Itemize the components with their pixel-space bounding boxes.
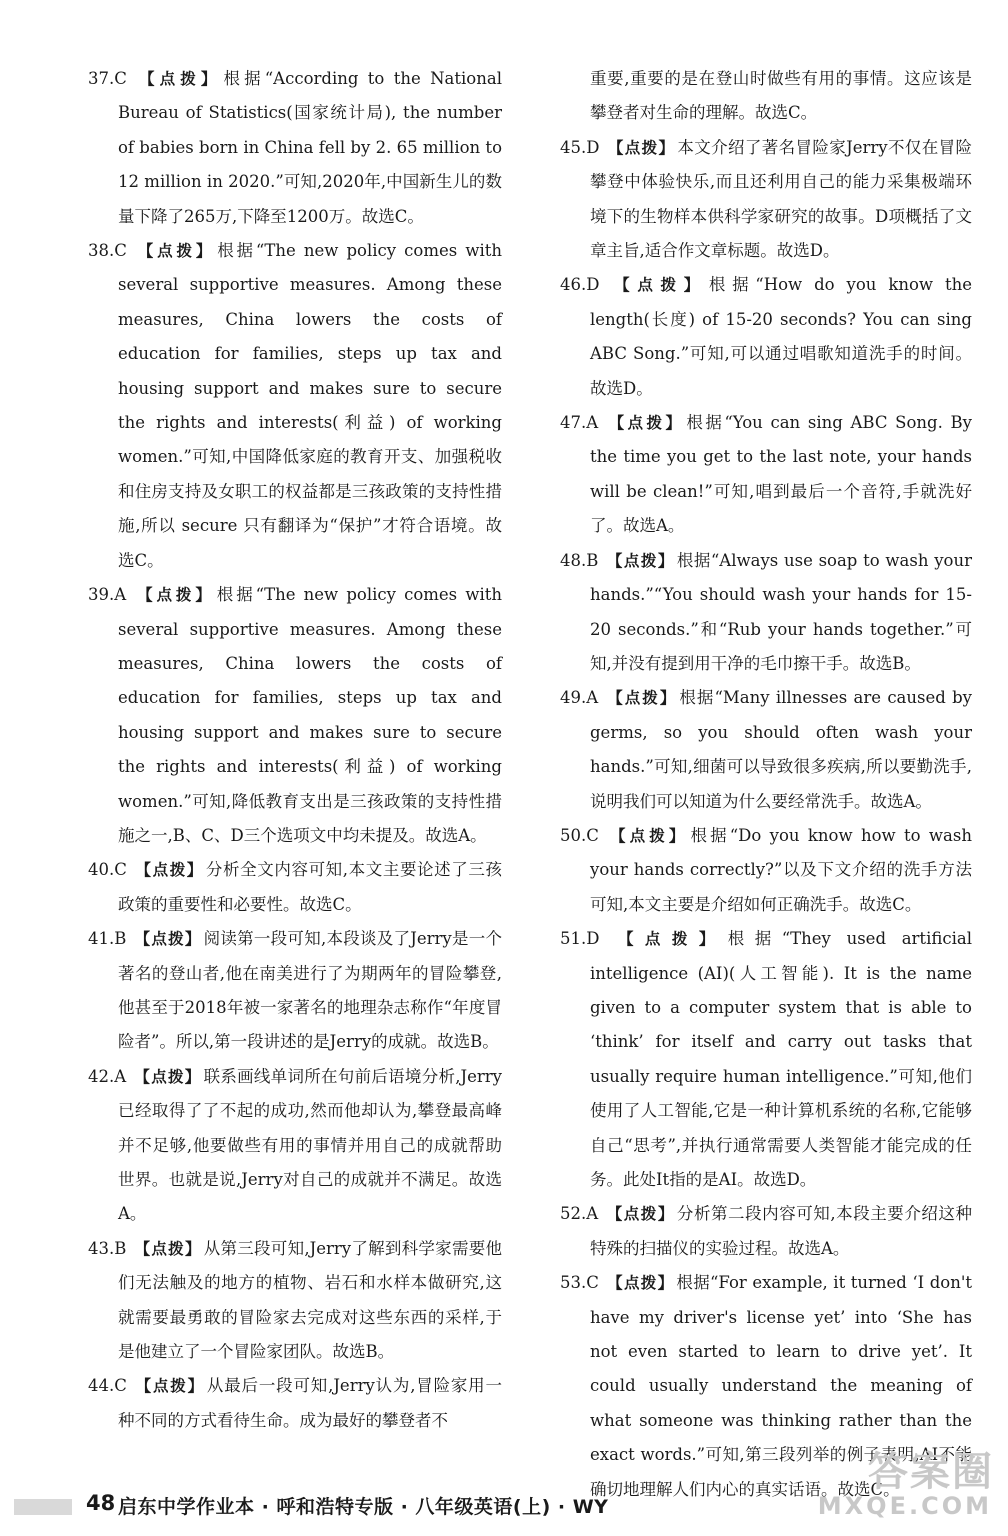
answer-entry-50 bbox=[560, 819, 972, 922]
hint-tag: 【点拨】 bbox=[607, 138, 676, 157]
answer-text: 从第三段可知,Jerry了解到科学家需要他们无法触及的地方的植物、岩石和水样本做研究,这就需要最勇敢的冒险家去完成对这些东西的采样,于是他建立了一个冒险家团队。故选B。 bbox=[118, 1238, 502, 1362]
hint-tag: 【点拨】 bbox=[134, 1377, 205, 1396]
answer-entry-38 bbox=[88, 234, 502, 578]
answer-text: 本文介绍了著名冒险家Jerry不仅在冒险攀登中体验快乐,而且还利用自己的能力采集极端环境下的生物样本供科学家研究的故事。D项概括了文章主旨,适合作文章标题。故选D。 bbox=[590, 137, 972, 261]
answer-number: 53.C bbox=[560, 1273, 599, 1293]
hint-tag: 【点拨】 bbox=[607, 930, 726, 949]
answer-number: 45.D bbox=[560, 137, 600, 157]
answer-text: 根据“They used artificial intelligence (AI)(人工智能). It is the name given to a computer system that is able to ‘think’ for itself and carry out tasks that usually require human intelligence.”可知,他们使用了人工智能,它是一种计算机系统的名称,它能够自己“思考”,并执行通常需要人类智能才能完成的任务。此处It指的是AI。故选D。 bbox=[590, 929, 972, 1189]
watermark-main-text: 答案圈 bbox=[868, 1449, 994, 1495]
answer-entry-52 bbox=[560, 1197, 972, 1266]
answer-entry-44-continued: 重要,重要的是在登山时做些有用的事情。这应该是攀登者对生命的理解。故选C。 bbox=[590, 69, 972, 123]
answer-text: 根据“For example, it turned ‘I don't have my driver's license yet’ into ‘She has not even started to learn to drive yet’. It could usually understand the meaning of what someone was thinking rather than the exact words.”可知,第三段列举的例子表明,AI不能确切地理解人们内心的真实话语。故选C。 bbox=[590, 1273, 972, 1499]
hint-tag: 【点拨】 bbox=[134, 1067, 202, 1086]
answer-number: 44.C bbox=[88, 1376, 127, 1396]
answer-text: 根据“The new policy comes with several supportive measures. Among these measures, China lowers the costs of education for families, steps up tax and housing support and makes sure to secure the rights and interests(利益) of working women.”可知,中国降低家庭的教育开支、加强税收和住房支持及女职工的权益都是三孩政策的支持性措施,所以 secure 只有翻译为“保护”才符合语境。故选C。 bbox=[118, 241, 502, 570]
answer-number: 38.C bbox=[88, 241, 127, 261]
footer-decor-bar bbox=[14, 1499, 72, 1515]
hint-tag: 【点拨】 bbox=[134, 242, 216, 261]
answer-entry-45 bbox=[560, 131, 972, 269]
answer-text: 根据“How do you know the length(长度) of 15-20 seconds? You can sing ABC Song.”可知,可以通过唱歌知道洗手的时间。故选D。 bbox=[590, 275, 972, 398]
answer-number: 52.A bbox=[560, 1204, 599, 1224]
answer-number: 46.D bbox=[560, 275, 600, 295]
right-column bbox=[560, 62, 972, 1507]
answer-number: 37.C bbox=[88, 69, 127, 88]
answer-entry-44 bbox=[88, 1369, 502, 1438]
answer-text: 分析第二段内容可知,本段主要介绍这种特殊的扫描仪的实验过程。故选A。 bbox=[590, 1204, 972, 1258]
answer-number: 48.B bbox=[560, 550, 599, 570]
answer-number: 50.C bbox=[560, 825, 599, 845]
answer-number: 47.A bbox=[560, 413, 599, 433]
book-title: 启东中学作业本 · 呼和浩特专版 · 八年级英语(上) · WY bbox=[118, 1496, 609, 1518]
answer-text: 分析全文内容可知,本文主要论述了三孩政策的重要性和必要性。故选C。 bbox=[118, 860, 502, 914]
answer-entry-40 bbox=[88, 853, 502, 922]
answer-text: 从最后一段可知,Jerry认为,冒险家用一种不同的方式看待生命。成为最好的攀登者不 bbox=[118, 1376, 502, 1430]
left-column bbox=[88, 62, 502, 1438]
hint-tag: 【点拨】 bbox=[606, 1205, 675, 1224]
hint-tag: 【点拨】 bbox=[134, 1239, 202, 1258]
answer-text: 根据“Always use soap to wash your hands.”“You should wash your hands for 15-20 seconds.”和“Rub your hands together.”可知,并没有提到用干净的毛巾擦干手。故选B。 bbox=[590, 550, 972, 673]
hint-tag: 【点拨】 bbox=[134, 861, 204, 880]
answer-entry-42 bbox=[88, 1060, 502, 1232]
answer-entry-47 bbox=[560, 406, 972, 544]
answer-number: 42.A bbox=[88, 1066, 127, 1086]
answer-entry-37 bbox=[88, 62, 502, 234]
hint-tag: 【点拨】 bbox=[606, 414, 685, 433]
answer-number: 39.A bbox=[88, 585, 127, 605]
page-number: 48 bbox=[86, 1491, 116, 1515]
hint-tag: 【点拨】 bbox=[606, 826, 689, 845]
answer-entry-48 bbox=[560, 544, 972, 682]
hint-tag: 【点拨】 bbox=[134, 70, 222, 88]
answer-number: 40.C bbox=[88, 860, 127, 880]
answer-entry-39 bbox=[88, 578, 502, 853]
answer-text: 根据“Many illnesses are caused by germs, so you should often wash your hands.”可知,细菌可以导致很多疾病,所以要勤洗手,说明我们可以知道为什么要经常洗手。故选A。 bbox=[590, 688, 972, 811]
answer-text: 根据“You can sing ABC Song. By the time you get to the last note, your hands will be clean!”可知,唱到最后一个音符,手就洗好了。故选A。 bbox=[590, 413, 972, 536]
answer-entry-51 bbox=[560, 922, 972, 1197]
watermark-url-text: MXQE.COM bbox=[817, 1492, 992, 1520]
answer-number: 43.B bbox=[88, 1238, 127, 1258]
hint-tag: 【点拨】 bbox=[606, 551, 675, 570]
hint-tag: 【点拨】 bbox=[134, 930, 202, 949]
answer-number: 41.B bbox=[88, 929, 127, 949]
answer-text: 联系画线单词所在句前后语境分析,Jerry已经取得了了不起的成功,然而他却认为,攀登最高峰并不足够,他要做些有用的事情并用自己的成就帮助世界。也就是说,Jerry对自己的成就并不满足。故选A。 bbox=[118, 1066, 502, 1224]
answer-text: 根据“Do you know how to wash your hands correctly?”以及下文介绍的洗手方法可知,本文主要是介绍如何正确洗手。故选C。 bbox=[590, 825, 972, 914]
hint-tag: 【点拨】 bbox=[134, 586, 215, 605]
answer-text: 根据“According to the National Bureau of Statistics(国家统计局), the number of babies born in China fell by 2. 65 million to 12 million in 2020.”可知,2020年,中国新生儿的数量下降了265万,下降至1200万。故选C。 bbox=[118, 69, 502, 226]
hint-tag: 【点拨】 bbox=[606, 689, 678, 708]
answer-number: 51.D bbox=[560, 929, 600, 949]
hint-tag: 【点拨】 bbox=[607, 276, 707, 295]
answer-entry-43 bbox=[88, 1232, 502, 1370]
answer-number: 49.A bbox=[560, 688, 599, 708]
answer-text: 根据“The new policy comes with several supportive measures. Among these measures, China lowers the costs of education for families, steps up tax and housing support and makes sure to secure the rights and interests(利益) of working women.”可知,降低教育支出是三孩政策的支持性措施之一,B、C、D三个选项文中均未提及。故选A。 bbox=[118, 585, 502, 845]
answer-entry-49 bbox=[560, 681, 972, 819]
hint-tag: 【点拨】 bbox=[606, 1274, 675, 1293]
answer-text: 阅读第一段可知,本段谈及了Jerry是一个著名的登山者,他在南美进行了为期两年的冒险攀登,他甚至于2018年被一家著名的地理杂志称作“年度冒险者”。所以,第一段讲述的是Jerry的成就。故选B。 bbox=[118, 929, 502, 1052]
watermark-logo bbox=[817, 1440, 1002, 1532]
answer-entry-41 bbox=[88, 922, 502, 1060]
answer-entry-46 bbox=[560, 268, 972, 406]
